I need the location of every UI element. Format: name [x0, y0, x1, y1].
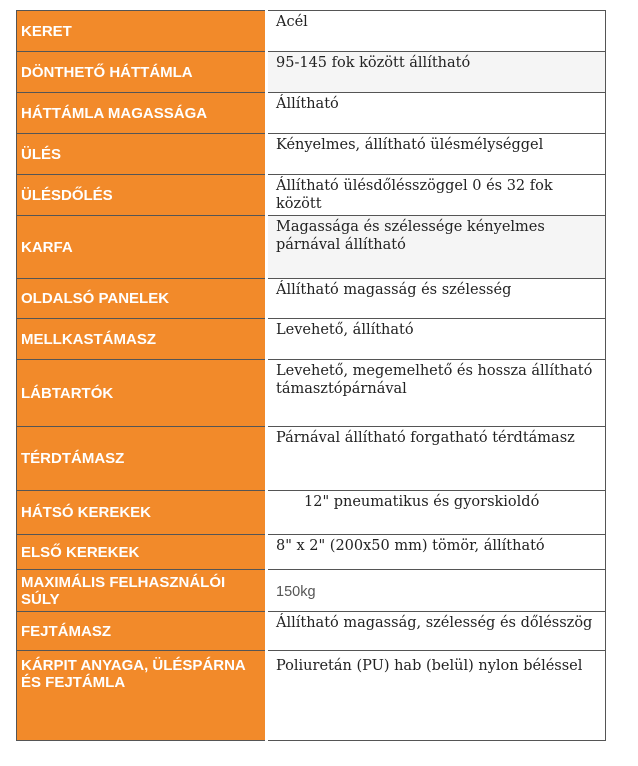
- row-value: Magassága és szélessége kényelmes párnával állítható: [267, 216, 606, 279]
- table-row: [17, 360, 606, 427]
- row-value: 95-145 fok között állítható: [267, 52, 606, 93]
- row-value: Poliuretán (PU) hab (belül) nylon béléssel: [267, 651, 606, 741]
- row-label: KÁRPIT ANYAGA, ÜLÉSPÁRNA ÉS FEJTÁMLA: [17, 651, 267, 741]
- table-row: [17, 612, 606, 651]
- row-value: 8" x 2" (200x50 mm) tömör, állítható: [267, 535, 606, 570]
- table-row: [17, 427, 606, 491]
- row-label: FEJTÁMASZ: [17, 612, 267, 651]
- row-label: TÉRDTÁMASZ: [17, 427, 267, 491]
- row-value: Párnával állítható forgatható térdtámasz: [267, 427, 606, 491]
- row-label: LÁBTARTÓK: [17, 360, 267, 427]
- table-row: [17, 535, 606, 570]
- row-value: Levehető, állítható: [267, 319, 606, 360]
- table-row: [17, 319, 606, 360]
- row-value: Levehető, megemelhető és hossza állítható támasztópárnával: [267, 360, 606, 427]
- row-label: OLDALSÓ PANELEK: [17, 279, 267, 319]
- row-label: KERET: [17, 11, 267, 52]
- table-row: [17, 134, 606, 175]
- row-value: Állítható magasság, szélesség és dőlésszög: [267, 612, 606, 651]
- spec-table: [16, 10, 606, 741]
- table-row: [17, 491, 606, 535]
- table-row: [17, 175, 606, 216]
- row-value: 12" pneumatikus és gyorskioldó: [267, 491, 606, 535]
- row-label: ELSŐ KEREKEK: [17, 535, 267, 570]
- table-row: [17, 52, 606, 93]
- table-row: [17, 11, 606, 52]
- row-value: Kényelmes, állítható ülésmélységgel: [267, 134, 606, 175]
- row-label: ÜLÉSDŐLÉS: [17, 175, 267, 216]
- row-label: MAXIMÁLIS FELHASZNÁLÓI SÚLY: [17, 570, 267, 612]
- row-value: Állítható ülésdőlésszöggel 0 és 32 fok között: [267, 175, 606, 216]
- row-label: DÖNTHETŐ HÁTTÁMLA: [17, 52, 267, 93]
- table-row: [17, 651, 606, 741]
- row-label: KARFA: [17, 216, 267, 279]
- table-row: [17, 570, 606, 612]
- table-row: [17, 279, 606, 319]
- row-value: Állítható: [267, 93, 606, 134]
- table-row: [17, 93, 606, 134]
- row-value: Acél: [267, 11, 606, 52]
- row-label: HÁTSÓ KEREKEK: [17, 491, 267, 535]
- row-value: 150kg: [267, 570, 606, 612]
- table-row: [17, 216, 606, 279]
- row-value: Állítható magasság és szélesség: [267, 279, 606, 319]
- row-label: MELLKASTÁMASZ: [17, 319, 267, 360]
- row-label: ÜLÉS: [17, 134, 267, 175]
- row-label: HÁTTÁMLA MAGASSÁGA: [17, 93, 267, 134]
